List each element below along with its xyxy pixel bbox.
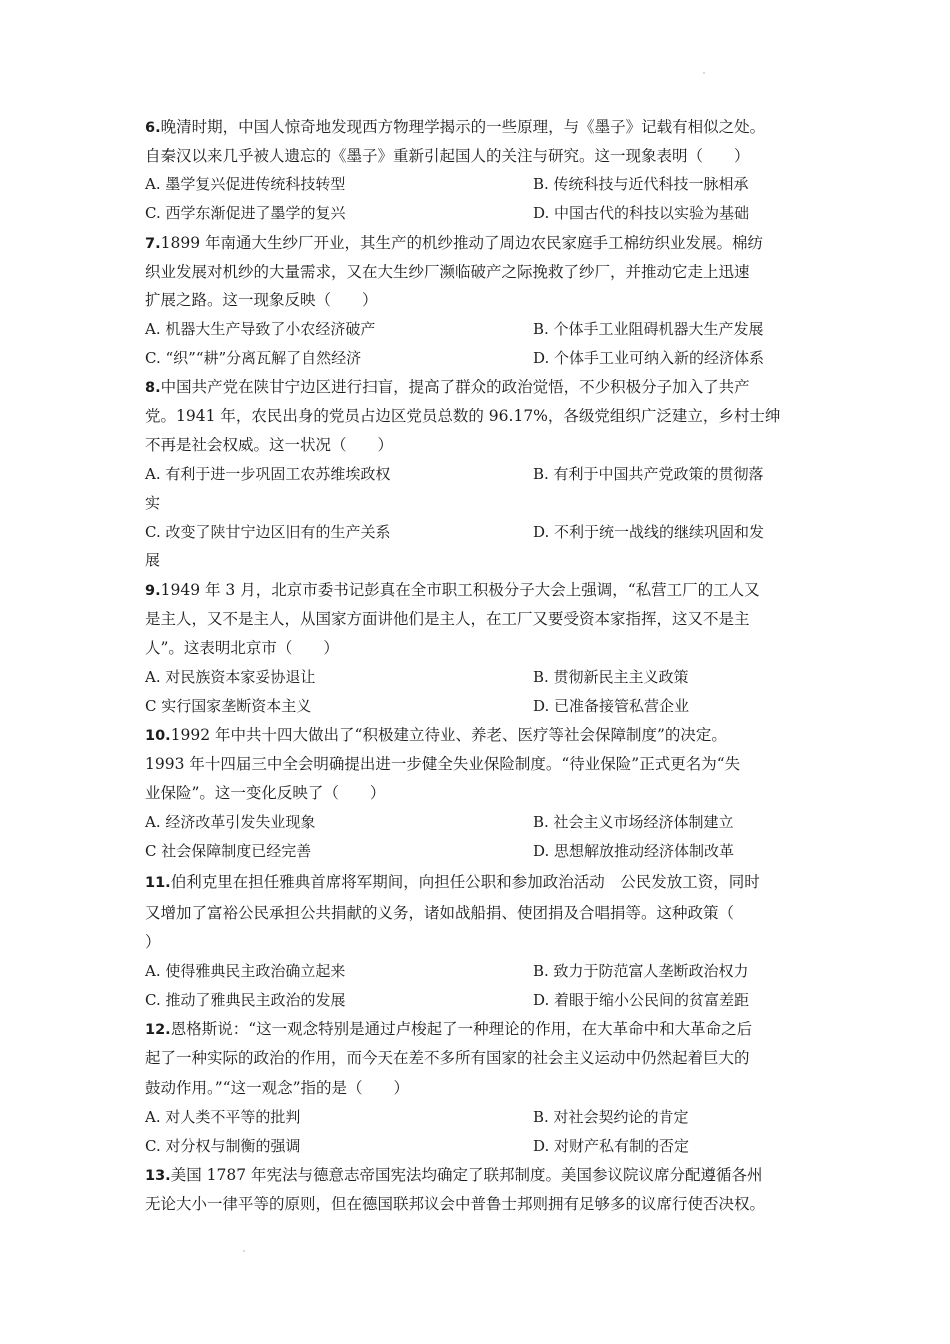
q6-line-2: 自秦汉以来几乎被人遗忘的《墨子》重新引起国人的关注与研究。这一现象表明（ ） [145,147,750,165]
q11-option-a[interactable]: A. 使得雅典民主政治确立起来 [145,962,346,980]
q12-number: 12. [145,1022,171,1038]
q11-option-c[interactable]: C. 推动了雅典民主政治的发展 [145,991,346,1009]
q11-number: 11. [145,875,171,891]
q9-option-d[interactable]: D. 已准备接管私营企业 [533,697,690,715]
q9-option-b[interactable]: B. 贯彻新民主主义政策 [533,668,689,686]
q6-option-a[interactable]: A. 墨学复兴促进传统科技转型 [145,175,346,193]
q7-number: 7. [145,236,161,252]
q11-line-1: 11.伯利克里在担任雅典首席将军期间，向担任公职和参加政治活动 公民发放工资，同时 [145,873,760,891]
q9-number: 9. [145,583,161,599]
q13-number: 13. [145,1168,171,1184]
q9-line-2: 是主人，又不是主人，从国家方面讲他们是主人，在工厂又要受资本家指挥，这又不是主 [145,610,750,628]
q8-option-d-wrap: 展 [145,551,161,569]
q11-option-b[interactable]: B. 致力于防范富人垄断政治权力 [533,962,749,980]
q8-option-c[interactable]: C. 改变了陕甘宁边区旧有的生产关系 [145,523,391,541]
q7-line-3: 扩展之路。这一现象反映（ ） [145,291,378,309]
q10-number: 10. [145,728,171,744]
q10-option-a[interactable]: A. 经济改革引发失业现象 [145,813,316,831]
q8-option-d[interactable]: D. 不利于统一战线的继续巩固和发 [533,523,765,541]
q8-line-2: 党。1941 年，农民出身的党员占边区党员总数的 96.17%，各级党组织广泛建立，乡村士绅 [145,407,781,425]
q12-line-1: 12.恩格斯说：“这一观念特别是通过卢梭起了一种理论的作用，在大革命中和大革命之后 [145,1020,753,1038]
q12-line-2: 起了一种实际的政治的作用，而今天在差不多所有国家的社会主义运动中仍然起着巨大的 [145,1049,750,1067]
q9-line-3: 人”。这表明北京市（ ） [145,639,339,657]
q12-option-b[interactable]: B. 对社会契约论的肯定 [533,1108,689,1126]
q8-number: 8. [145,380,161,396]
q8-option-b-wrap: 实 [145,494,161,512]
q13-line-1: 13.美国 1787 年宪法与德意志帝国宪法均确定了联邦制度。美国参议院议席分配遵循各州 [145,1166,763,1184]
q8-option-a[interactable]: A. 有利于进一步巩固工农苏维埃政权 [145,465,391,483]
q6-option-c[interactable]: C. 西学东渐促进了墨学的复兴 [145,204,346,222]
q6-line-1: 6.晚清时期，中国人惊奇地发现西方物理学揭示的一些原理，与《墨子》记载有相似之处。 [145,118,766,136]
q11-line-2: 又增加了富裕公民承担公共捐献的义务，诸如战船捐、使团捐及合唱捐等。这种政策（ [145,904,735,922]
q7-option-a[interactable]: A. 机器大生产导致了小农经济破产 [145,320,376,338]
scan-speck [243,1250,245,1252]
q12-option-c[interactable]: C. 对分权与制衡的强调 [145,1137,301,1155]
q11-line-3: ） [145,933,161,951]
q12-option-d[interactable]: D. 对财产私有制的否定 [533,1137,690,1155]
q12-option-a[interactable]: A. 对人类不平等的批判 [145,1108,301,1126]
q12-line-3: 鼓动作用。”“这一观念”指的是（ ） [145,1079,410,1097]
q10-line-2: 1993 年十四届三中全会明确提出进一步健全失业保险制度。“待业保险”正式更名为“失 [145,755,741,773]
q10-option-c[interactable]: C 社会保障制度已经完善 [145,842,312,860]
q6-option-b[interactable]: B. 传统科技与近代科技一脉相承 [533,175,749,193]
q6-number: 6. [145,120,161,136]
q13-line-2: 无论大小一律平等的原则，但在德国联邦议会中普鲁士邦则拥有足够多的议席行使否决权。 [145,1195,766,1213]
q11-option-d[interactable]: D. 着眼于缩小公民间的贫富差距 [533,991,750,1009]
q7-line-1: 7.1899 年南通大生纱厂开业，其生产的机纱推动了周边农民家庭手工棉纺织业发展。棉纺 [145,234,763,252]
q8-option-b[interactable]: B. 有利于中国共产党政策的贯彻落 [533,465,764,483]
q10-option-b[interactable]: B. 社会主义市场经济体制建立 [533,813,734,831]
q10-option-d[interactable]: D. 思想解放推动经济体制改革 [533,842,735,860]
q10-line-1: 10.1992 年中共十四大做出了“积极建立待业、养老、医疗等社会保障制度”的决定。 [145,726,727,744]
q7-option-c[interactable]: C. “织”“耕”分离瓦解了自然经济 [145,349,362,367]
q7-line-2: 织业发展对机纱的大量需求，又在大生纱厂濒临破产之际挽救了纱厂，并推动它走上迅速 [145,263,750,281]
q9-option-a[interactable]: A. 对民族资本家妥协退让 [145,668,316,686]
q10-line-3: 业保险”。这一变化反映了（ ） [145,784,386,802]
q9-line-1: 9.1949 年 3 月，北京市委书记彭真在全市职工积极分子大会上强调，“私营工厂的工人又 [145,581,760,599]
q8-line-1: 8.中国共产党在陕甘宁边区进行扫盲，提高了群众的政治觉悟，不少积极分子加入了共产 [145,378,750,396]
scan-speck [703,72,705,74]
q7-option-d[interactable]: D. 个体手工业可纳入新的经济体系 [533,349,765,367]
q6-option-d[interactable]: D. 中国古代的科技以实验为基础 [533,204,750,222]
q7-option-b[interactable]: B. 个体手工业阻碍机器大生产发展 [533,320,764,338]
q8-line-3: 不再是社会权威。这一状况（ ） [145,436,394,454]
q9-option-c[interactable]: C 实行国家垄断资本主义 [145,697,312,715]
